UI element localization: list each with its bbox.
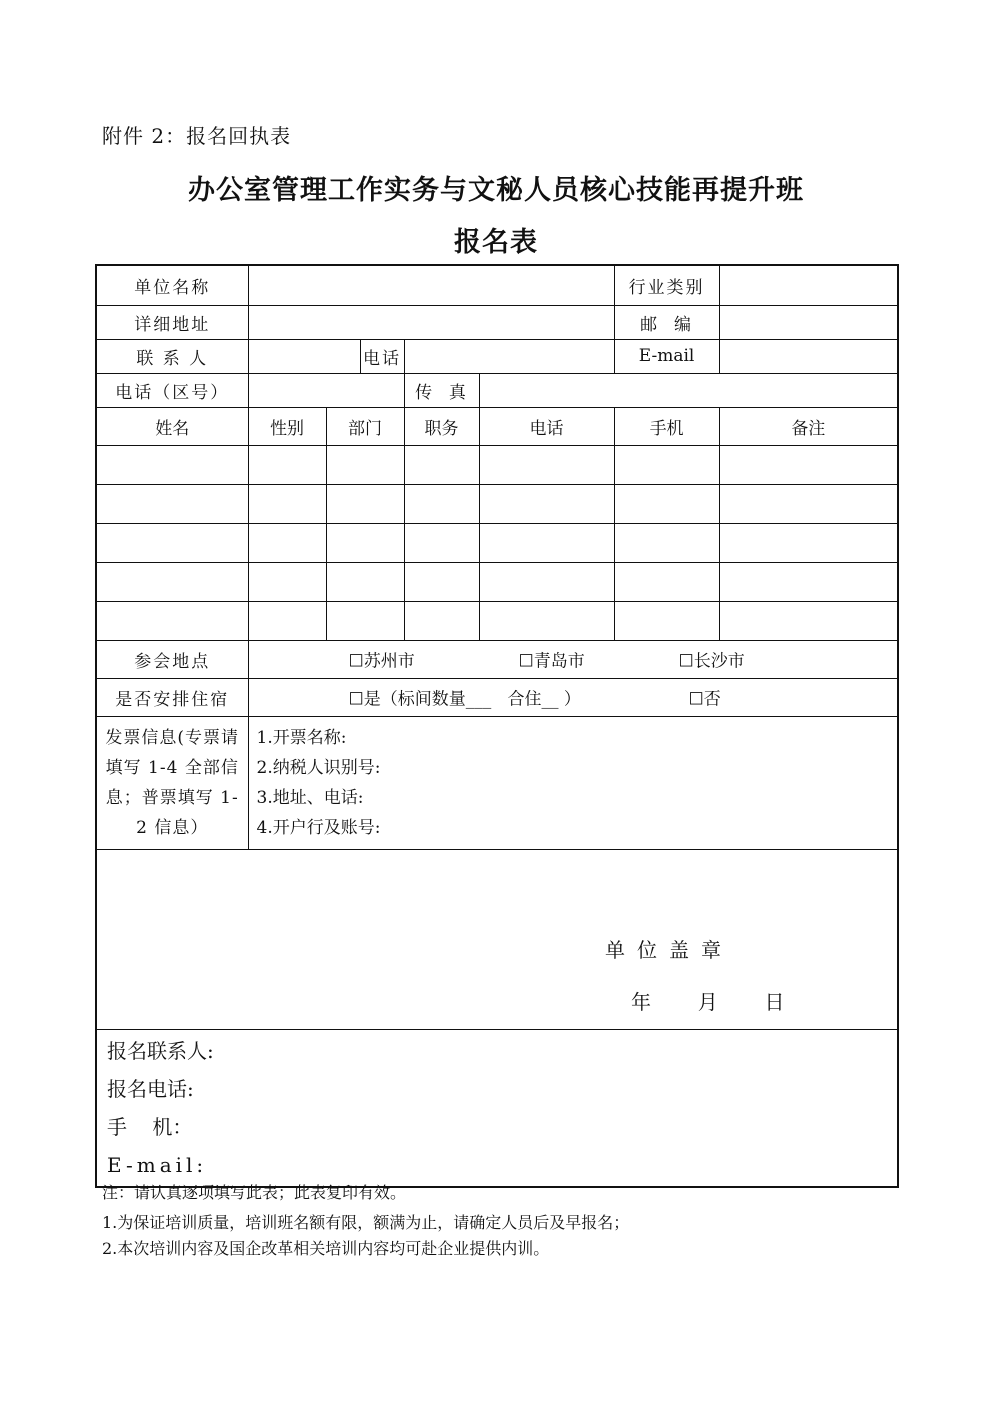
date-month: 月 (697, 989, 718, 1014)
cell-position[interactable] (404, 562, 479, 601)
email-field[interactable] (719, 339, 898, 373)
cell-gender[interactable] (248, 523, 326, 562)
cell-name[interactable] (96, 484, 248, 523)
lodging-option-no[interactable]: ☐否 (688, 689, 721, 710)
col-remarks: 备注 (719, 407, 898, 445)
cell-position[interactable] (404, 484, 479, 523)
fax-label: 传 真 (404, 373, 479, 407)
venue-options (248, 640, 898, 678)
cell-mobile[interactable] (614, 562, 719, 601)
address-label: 详细地址 (96, 305, 248, 339)
cell-department[interactable] (326, 601, 404, 640)
cell-department[interactable] (326, 523, 404, 562)
phone-area-field[interactable] (248, 373, 404, 407)
unit-name-field[interactable] (248, 265, 614, 305)
phone-label: 电话 (360, 339, 404, 373)
cell-name[interactable] (96, 523, 248, 562)
cell-name[interactable] (96, 445, 248, 484)
cell-mobile[interactable] (614, 601, 719, 640)
contact-label: 联 系 人 (96, 339, 248, 373)
cell-remarks[interactable] (719, 484, 898, 523)
form-title: 办公室管理工作实务与文秘人员核心技能再提升班 (188, 175, 804, 206)
notes-lead: 注：请认真逐项填写此表；此表复印有效。 (102, 1183, 407, 1202)
col-position: 职务 (404, 407, 479, 445)
postcode-label: 邮 编 (614, 305, 719, 339)
cell-phone[interactable] (479, 601, 614, 640)
cell-remarks[interactable] (719, 601, 898, 640)
cell-remarks[interactable] (719, 445, 898, 484)
industry-label: 行业类别 (614, 265, 719, 305)
cell-remarks[interactable] (719, 562, 898, 601)
cell-gender[interactable] (248, 484, 326, 523)
fax-field[interactable] (479, 373, 898, 407)
cell-name[interactable] (96, 562, 248, 601)
postcode-field[interactable] (719, 305, 898, 339)
cell-position[interactable] (404, 523, 479, 562)
lodging-options (248, 678, 898, 716)
signup-contact-label[interactable]: 报名联系人: (107, 1038, 214, 1063)
notes-item-1: 1.为保证培训质量，培训班名额有限，额满为止，请确定人员后及早报名； (102, 1213, 630, 1232)
invoice-line-name: 1.开票名称: (256, 727, 347, 748)
cell-name[interactable] (96, 601, 248, 640)
cell-phone[interactable] (479, 523, 614, 562)
notes (102, 1180, 629, 1262)
cell-position[interactable] (404, 445, 479, 484)
cell-department[interactable] (326, 484, 404, 523)
form-subtitle: 报名表 (454, 227, 538, 258)
invoice-line-address: 3.地址、电话: (256, 787, 364, 808)
address-field[interactable] (248, 305, 614, 339)
cell-department[interactable] (326, 445, 404, 484)
col-gender: 性别 (248, 407, 326, 445)
venue-option-suzhou[interactable]: ☐苏州市 (348, 651, 415, 672)
col-phone: 电话 (479, 407, 614, 445)
lodging-option-yes[interactable]: ☐是（标间数量___ 合住__ ） (348, 689, 581, 710)
cell-mobile[interactable] (614, 523, 719, 562)
invoice-line-bank: 4.开户行及账号: (256, 817, 381, 838)
attachment-label: 附件 2：报名回执表 (102, 124, 292, 148)
col-name: 姓名 (96, 407, 248, 445)
registration-form (95, 264, 899, 1188)
venue-option-qingdao[interactable]: ☐青岛市 (518, 651, 585, 672)
invoice-line-taxid: 2.纳税人识别号: (256, 757, 381, 778)
table-row (96, 523, 898, 562)
contact-field[interactable] (248, 339, 360, 373)
participant-header-row (96, 407, 898, 445)
date-day: 日 (764, 989, 785, 1014)
table-row (96, 562, 898, 601)
industry-field[interactable] (719, 265, 898, 305)
cell-gender[interactable] (248, 562, 326, 601)
signup-mobile-label[interactable]: 手 机： (107, 1114, 193, 1139)
cell-phone[interactable] (479, 445, 614, 484)
email-label: E-mail (614, 339, 719, 373)
cell-phone[interactable] (479, 562, 614, 601)
phone-area-label: 电话（区号） (96, 373, 248, 407)
signup-email-label[interactable]: E-mail: (107, 1152, 208, 1177)
notes-item-2: 2.本次培训内容及国企改革相关培训内容均可赴企业提供内训。 (102, 1239, 550, 1258)
unit-name-label: 单位名称 (96, 265, 248, 305)
table-row (96, 484, 898, 523)
invoice-fields[interactable] (248, 716, 898, 849)
col-department: 部门 (326, 407, 404, 445)
signup-contact-area (96, 1029, 898, 1187)
cell-gender[interactable] (248, 445, 326, 484)
cell-remarks[interactable] (719, 523, 898, 562)
venue-option-changsha[interactable]: ☐长沙市 (678, 651, 745, 672)
col-mobile: 手机 (614, 407, 719, 445)
table-row (96, 445, 898, 484)
cell-mobile[interactable] (614, 484, 719, 523)
invoice-label: 发票信息(专票请填写 1-4 全部信息；普票填写 1-2 信息） (96, 716, 248, 849)
date-year: 年 (631, 989, 651, 1014)
signup-phone-label[interactable]: 报名电话: (107, 1076, 194, 1101)
lodging-label: 是否安排住宿 (96, 678, 248, 716)
date-line (631, 986, 784, 1015)
stamp-area (96, 849, 898, 1029)
cell-gender[interactable] (248, 601, 326, 640)
cell-phone[interactable] (479, 484, 614, 523)
cell-position[interactable] (404, 601, 479, 640)
stamp-label: 单位盖章 (605, 937, 733, 962)
cell-department[interactable] (326, 562, 404, 601)
table-row (96, 601, 898, 640)
cell-mobile[interactable] (614, 445, 719, 484)
phone-field[interactable] (404, 339, 614, 373)
venue-label: 参会地点 (96, 640, 248, 678)
